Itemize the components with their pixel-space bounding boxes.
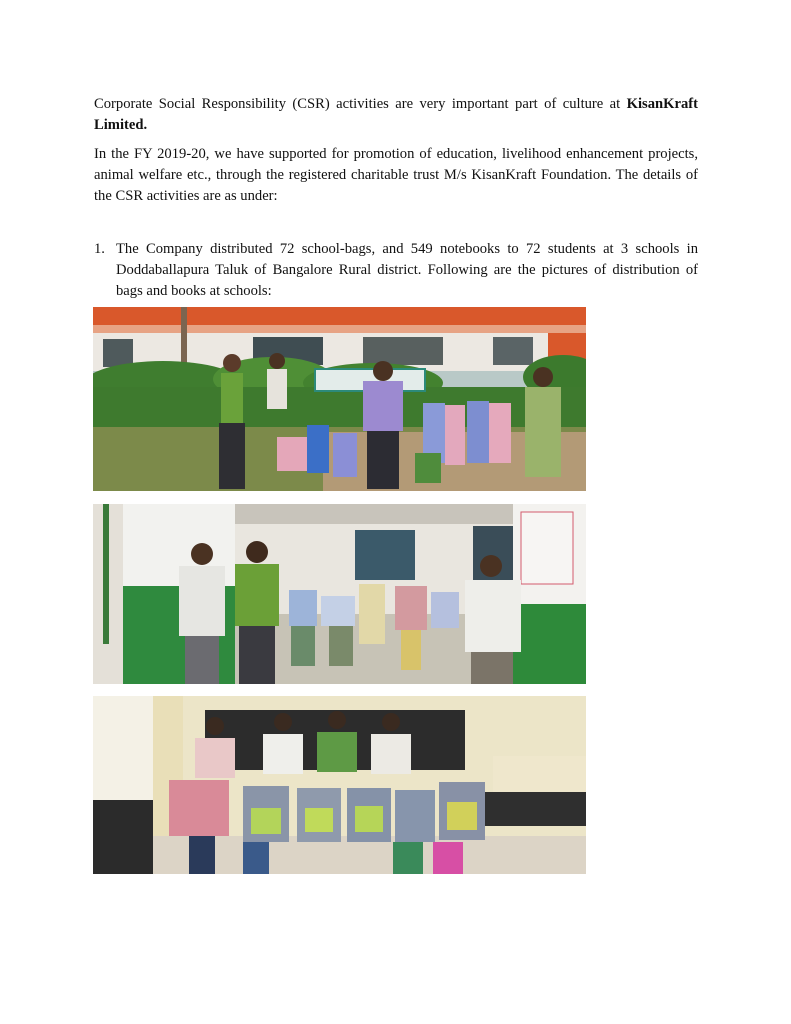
intro-text: Corporate Social Responsibility (CSR) activities are very important part of culture at <box>94 96 627 112</box>
photo-classroom-image <box>93 696 586 874</box>
fy-summary-paragraph: In the FY 2019-20, we have supported for promotion of education, livelihood enhancement projects, animal welfare etc., through the registered charitable trust M/s KisanKraft Foundation. The details of the CSR activities are as under: <box>94 146 698 204</box>
company-name: KisanKraft Limited <box>94 96 698 133</box>
list-item-text: The Company distributed 72 school-bags, and 549 notebooks to 72 students at 3 schools in Doddaballapura Taluk of Bangalore Rural district. Following are the pictures of distribution of bags and books at schools: <box>116 241 698 299</box>
photo-corridor-image <box>93 504 586 684</box>
distribution-photo-outdoor <box>93 307 586 491</box>
list-item-number: 1. <box>94 241 105 257</box>
intro-period: . <box>143 117 148 133</box>
distribution-photo-classroom <box>93 696 586 874</box>
intro-paragraph <box>94 94 698 136</box>
photo-outdoor-image <box>93 307 586 491</box>
distribution-photo-corridor <box>93 504 586 684</box>
